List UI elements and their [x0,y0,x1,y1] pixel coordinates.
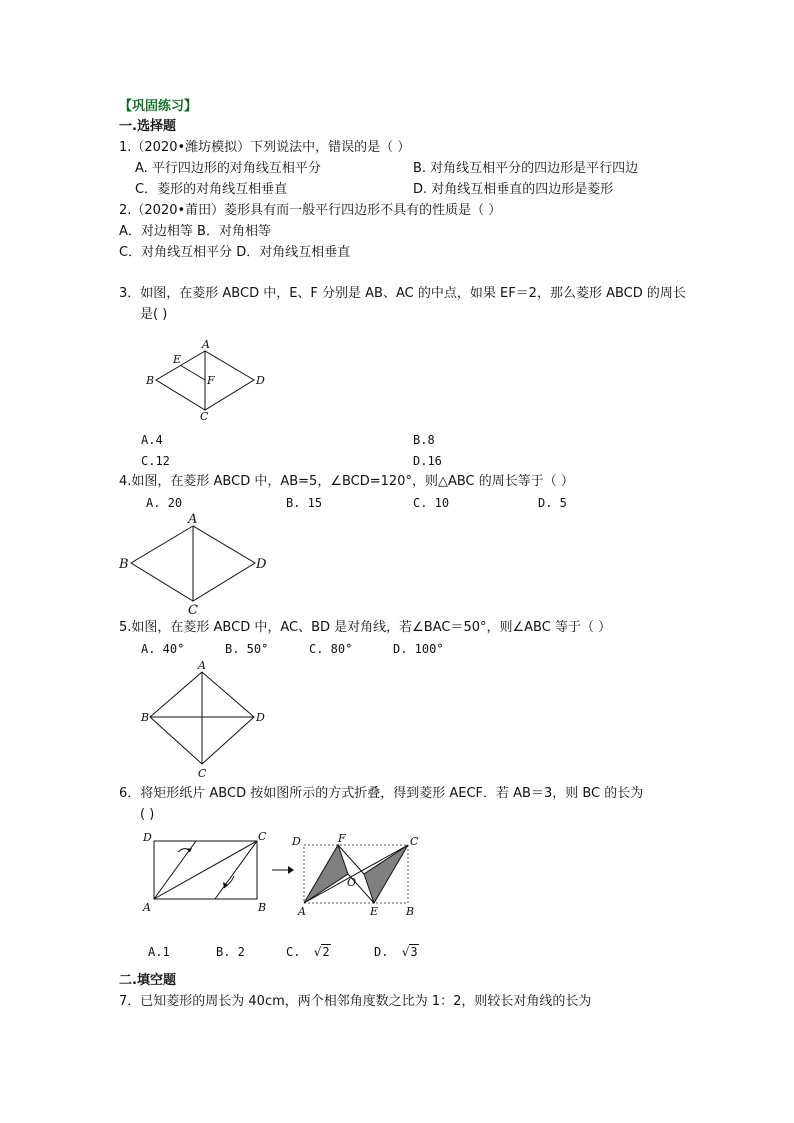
q4-option-a: A. 20 [146,496,183,510]
q5-label-a: A [198,659,206,672]
q4-label-d: D [256,557,267,572]
q5-label-b: B [141,711,150,724]
section-header: 【巩固练习】 [119,99,198,114]
q5-stem: 5.如图，在菱形 ABCD 中，AC、BD 是对角线，若∠BAC＝50°，则∠ABC 等于（ ） [119,620,612,635]
q6-left-label-a: A [143,901,151,914]
q3-option-a: A.4 [141,433,163,447]
q6-right-label-a: A [298,905,306,918]
q4-option-c: C. 10 [413,496,450,510]
q2-options-cd: C．对角线互相平分 D．对角线互相垂直 [119,245,351,260]
q1-option-d: D. 对角线互相垂直的四边形是菱形 [413,182,614,197]
q6-right-label-f: F [338,832,346,845]
q5-label-c: C [198,767,207,780]
q4-label-a: A [188,512,198,527]
q6-option-c-radicand: 2 [322,945,330,959]
q1-option-a: A. 平行四边形的对角线互相平分 [135,161,321,176]
q7-stem: 7．已知菱形的周长为 40cm，两个相邻角度数之比为 1：2，则较长对角线的长为 [119,994,592,1009]
sqrt-icon: √ [313,945,322,959]
q1-stem: 1.（2020•潍坊模拟）下列说法中，错误的是（ ） [119,140,411,155]
q6-right-label-c: C [410,835,419,848]
q3-label-d: D [256,374,265,387]
q6-right-label-e: E [370,905,379,918]
q3-label-e: E [173,353,182,366]
q2-options-ab: A．对边相等 B．对角相等 [119,224,271,239]
q6-option-d [374,944,419,960]
q3-label-f: F [207,374,215,387]
q3-label-a: A [202,338,210,351]
section-title-fill: 二.填空题 [119,973,176,988]
q6-option-d-radicand: 3 [410,945,418,959]
q1-option-c: C．菱形的对角线互相垂直 [135,182,288,197]
q3-option-c: C.12 [141,454,170,468]
q6-left-label-d: D [143,831,152,844]
section-title-choice: 一.选择题 [119,119,176,134]
q4-stem: 4.如图，在菱形 ABCD 中，AB=5，∠BCD=120°，则△ABC 的周长等于（ ） [119,474,574,489]
q1-option-b: B. 对角线互相平分的四边形是平行四边 [413,161,639,176]
q5-option-a: A. 40° [141,642,185,656]
q6-stem-cont: ( ) [140,807,155,822]
q6-option-c [286,944,331,960]
q3-option-b: B.8 [413,433,435,447]
q3-stem: 3．如图，在菱形 ABCD 中，E、F 分别是 AB、AC 的中点，如果 EF＝2，那么菱形 ABCD 的周长 [119,286,686,301]
q4-label-c: C [188,603,198,618]
q6-right-label-d: D [292,835,301,848]
q6-left-label-c: C [258,830,267,843]
q6-option-d-prefix: D. [374,945,389,959]
q3-stem-cont: 是( ) [140,307,168,322]
sqrt-icon: √ [401,945,410,959]
q4-option-d: D. 5 [538,496,567,510]
q6-option-c-prefix: C. [286,945,301,959]
q6-option-b: B. 2 [216,945,245,959]
q6-right-label-b: B [406,905,415,918]
q5-option-c: C. 80° [309,642,353,656]
q3-label-c: C [200,410,209,423]
q5-option-b: B. 50° [225,642,269,656]
q3-label-b: B [146,374,155,387]
q4-label-b: B [119,557,129,572]
q6-stem: 6．将矩形纸片 ABCD 按如图所示的方式折叠，得到菱形 AECF．若 AB＝3，则 BC 的长为 [119,786,644,801]
q6-right-label-o: O [347,876,357,889]
q3-option-d: D.16 [413,454,442,468]
q5-label-d: D [256,711,265,724]
q6-option-a: A.1 [148,945,170,959]
q6-left-label-b: B [258,901,267,914]
q2-stem: 2.（2020•莆田）菱形具有而一般平行四边形不具有的性质是（ ） [119,203,502,218]
q5-option-d: D. 100° [393,642,444,656]
q4-option-b: B. 15 [286,496,323,510]
